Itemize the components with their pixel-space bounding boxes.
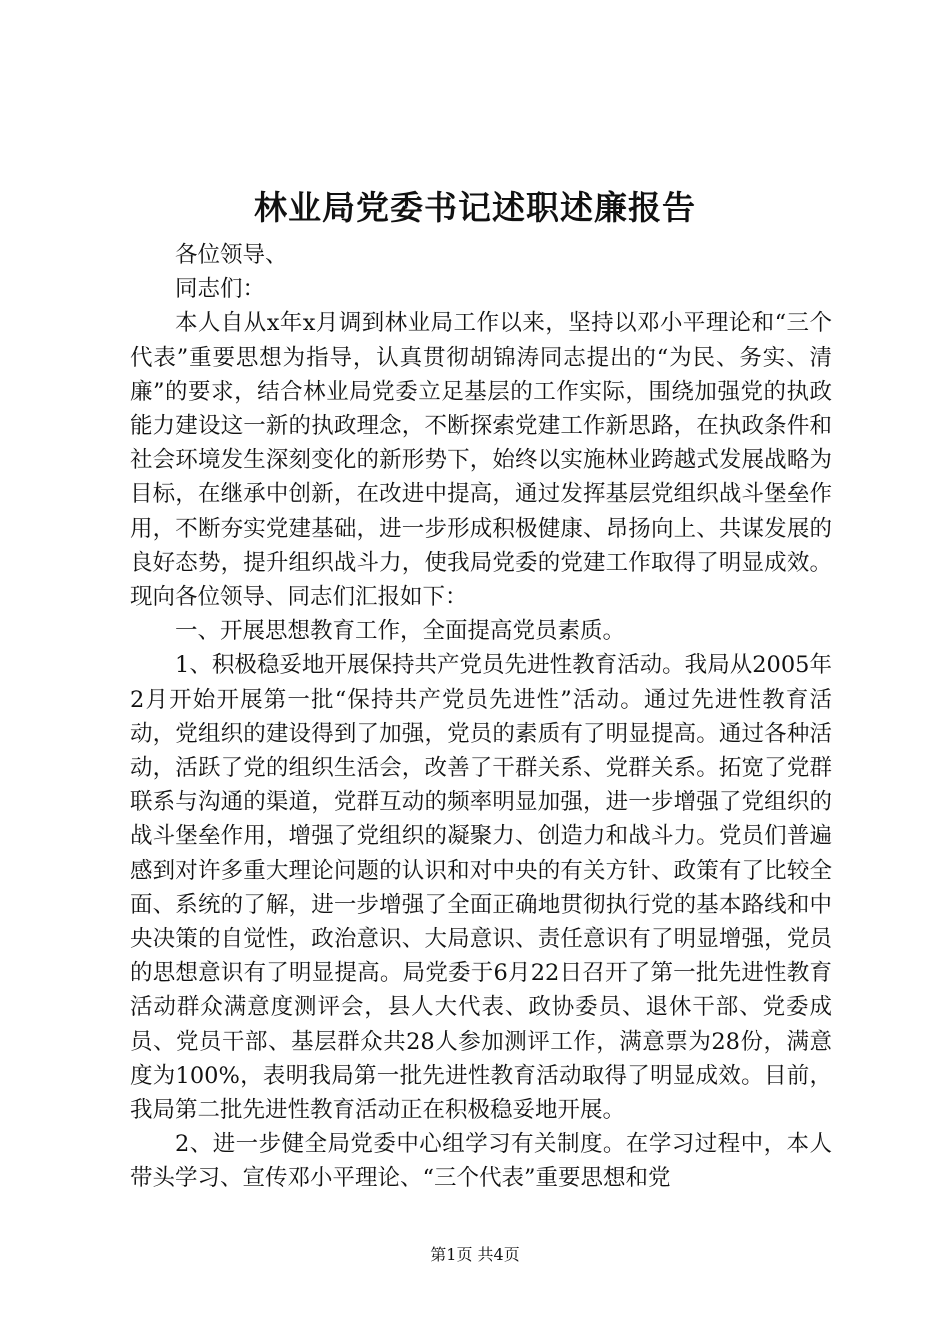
section-heading-1: 一、开展思想教育工作，全面提高党员素质。 <box>175 618 626 645</box>
salutation-leaders: 各位领导、 <box>175 242 288 268</box>
document-title: 林业局党委书记述职述廉报告 <box>254 188 696 227</box>
salutation-comrades: 同志们： <box>175 276 266 303</box>
paragraph-intro: 本人自从x年x月调到林业局工作以来，坚持以邓小平理论和“三个代表”重要思想为指导，认真贯彻胡锦涛同志提出的“为民、务实、清廉”的要求，结合林业局党委立足基层的工作实际，围绕加强党的执政能力建设这一新的执政理念，不断探索党建工作新思路，在执政条件和社会环境发生深刻变化的新形势下，始终以实施林业跨越式发展战略为目标，在继承中创新，在改进中提高，通过发挥基层党组织战斗堡垒作用，不断夯实党建基础，进一步形成积极健康、昂扬向上、共谋发展的良好态势，提升组织战斗力，使我局党委的党建工作取得了明显成效。现向各位领导、同志们汇报如下： <box>130 310 832 611</box>
document-body <box>130 238 832 1196</box>
paragraph-item-2: 2、进一步健全局党委中心组学习有关制度。在学习过程中，本人带头学习、宣传邓小平理论、“三个代表”重要思想和党 <box>130 1131 832 1192</box>
paragraph-item-1: 1、积极稳妥地开展保持共产党员先进性教育活动。我局从2005年2月开始开展第一批“保持共产党员先进性”活动。通过先进性教育活动，党组织的建设得到了加强，党员的素质有了明显提高。通过各种活动，活跃了党的组织生活会，改善了干群关系、党群关系。拓宽了党群联系与沟通的渠道，党群互动的频率明显加强，进一步增强了党组织的战斗堡垒作用，增强了党组织的凝聚力、创造力和战斗力。党员们普遍感到对许多重大理论问题的认识和对中央的有关方针、政策有了比较全面、系统的了解，进一步增强了全面正确地贯彻执行党的基本路线和中央决策的自觉性，政治意识、大局意识、责任意识有了明显增强，党员的思想意识有了明显提高。局党委于6月22日召开了第一批先进性教育活动群众满意度测评会，县人大代表、政协委员、退休干部、党委成员、党员干部、基层群众共28人参加测评工作，满意票为28份，满意度为100%，表明我局第一批先进性教育活动取得了明显成效。目前，我局第二批先进性教育活动正在积极稳妥地开展。 <box>130 652 832 1124</box>
page-number-footer: 第1页 共4页 <box>430 1245 520 1264</box>
